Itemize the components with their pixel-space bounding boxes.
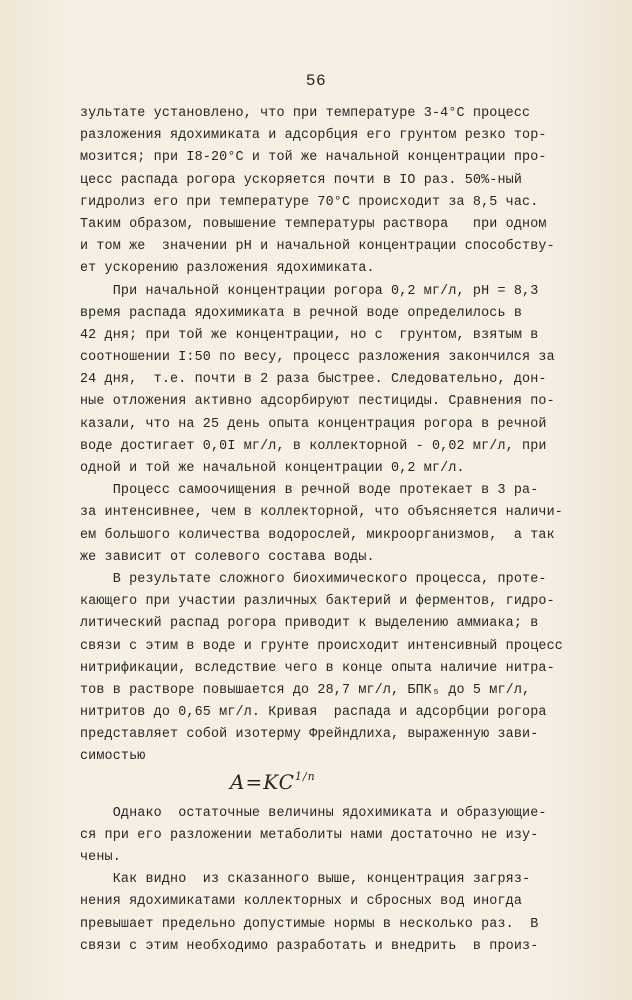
- page-number: 56: [305, 72, 327, 90]
- text-line: При начальной концентрации рогора 0,2 мг/л, pH = 8,3: [80, 283, 539, 299]
- text-line: 24 дня, т.е. почти в 2 раза быстрее. Следовательно, дон-: [80, 372, 547, 388]
- formula-handwritten: [230, 771, 316, 797]
- text-line: ные отложения активно адсорбируют пестициды. Сравнения по-: [80, 394, 555, 410]
- text-line: В результате сложного биохимического процесса, проте-: [80, 571, 547, 587]
- text-line: ся при его разложении метаболиты нами достаточно не изу-: [80, 827, 539, 843]
- formula-main: A=KC: [230, 769, 295, 794]
- text-line: тов в растворе повышается до 28,7 мг/л, БПК₅ до 5 мг/л,: [80, 682, 531, 698]
- text-line: цесс распада рогора ускоряется почти в IO раз. 50%-ный: [80, 172, 523, 188]
- text-line: Однако остаточные величины ядохимиката и образующие-: [80, 805, 547, 821]
- text-line: Процесс самоочищения в речной воде протекает в 3 ра-: [80, 483, 539, 499]
- text-line: разложения ядохимиката и адсорбция его грунтом резко тор-: [80, 128, 547, 144]
- text-line: гидролиз его при температуре 70°С происходит за 8,5 час.: [80, 194, 539, 210]
- text-line: ет ускорению разложения ядохимиката.: [80, 261, 375, 277]
- text-line: воде достигает 0,0I мг/л, в коллекторной - 0,02 мг/л, при: [80, 438, 547, 454]
- text-line: связи с этим необходимо разработать и внедрить в произ-: [80, 938, 539, 954]
- text-line: 42 дня; при той же концентрации, но с грунтом, взятым в: [80, 327, 539, 343]
- body-text: [80, 103, 563, 958]
- text-line: Как видно из сказанного выше, концентрация загряз-: [80, 872, 531, 888]
- text-line: чены.: [80, 850, 121, 865]
- text-line: же зависит от солевого состава воды.: [80, 549, 375, 565]
- formula-exponent: 1/n: [294, 769, 316, 783]
- text-line: превышает предельно допустимые нормы в несколько раз. В: [80, 916, 539, 932]
- text-line: представляет собой изотерму Фрейндлиха, выраженную зави-: [80, 727, 539, 743]
- text-line: симостью: [80, 749, 146, 765]
- text-line: и том же значении pH и начальной концентрации способству-: [80, 239, 555, 255]
- text-line: зультате установлено, что при температуре 3-4°С процесс: [80, 106, 531, 121]
- text-line: нитрификации, вследствие чего в конце опыта наличие нитра-: [80, 660, 555, 676]
- text-line: за интенсивнее, чем в коллекторной, что объясняется наличи-: [80, 505, 563, 521]
- text-line: ем большого количества водорослей, микроорганизмов, а так: [80, 527, 555, 543]
- text-line: кающего при участии различных бактерий и ферментов, гидро-: [80, 594, 555, 610]
- text-line: нения ядохимикатами коллекторных и сбросных вод иногда: [80, 894, 523, 910]
- text-line: нитритов до 0,65 мг/л. Кривая распада и адсорбции рогора: [80, 705, 547, 721]
- text-line: связи с этим в воде и грунте происходит интенсивный процесс: [80, 638, 563, 654]
- text-line: соотношении I:50 по весу, процесс разложения закончился за: [80, 350, 555, 366]
- text-line: одной и той же начальной концентрации 0,2 мг/л.: [80, 461, 465, 476]
- text-line: время распада ядохимиката в речной воде определилось в: [80, 305, 523, 321]
- text-line: Таким образом, повышение температуры раствора при одном: [80, 216, 547, 232]
- freundlich-formula: [80, 769, 550, 803]
- text-line: литический распад рогора приводит к выделению аммиака; в: [80, 616, 539, 632]
- text-line: мозится; при I8-20°С и той же начальной концентрации про-: [80, 150, 547, 166]
- text-line: казали, что на 25 день опыта концентрация рогора в речной: [80, 416, 547, 432]
